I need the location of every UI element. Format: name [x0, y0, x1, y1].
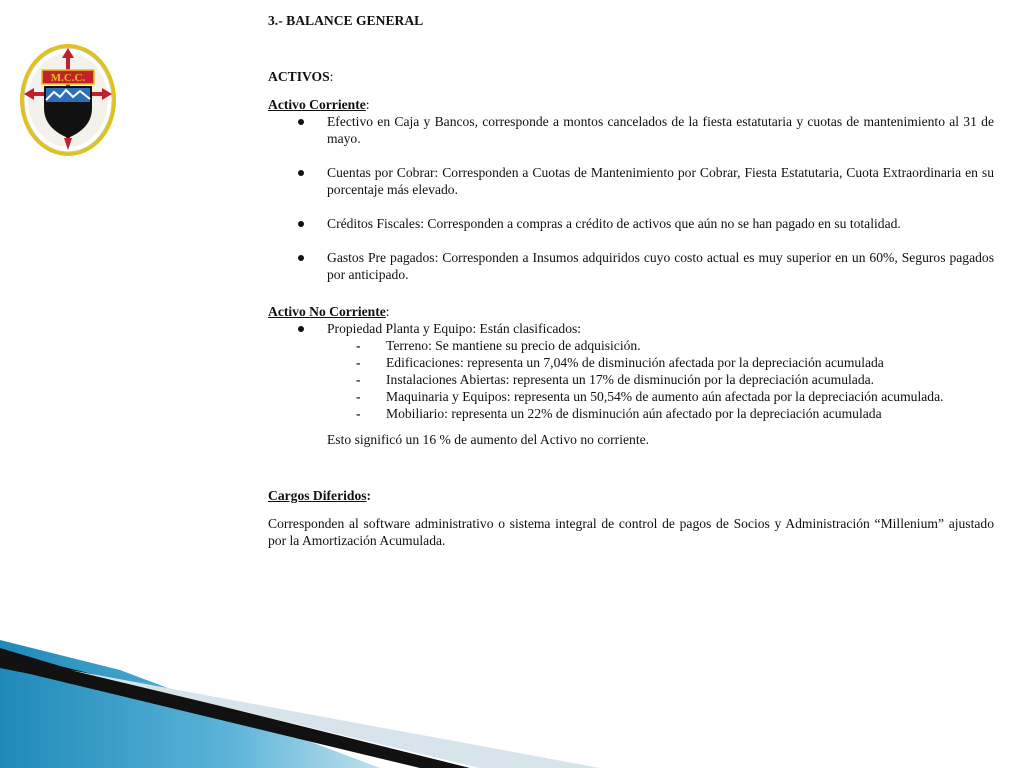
list-item: - Mobiliario: representa un 22% de disminución aún afectado por la depreciación acumulada: [356, 406, 882, 421]
activo-no-corriente-summary: Esto significó un 16 % de aumento del Activo no corriente.: [327, 432, 650, 447]
decorative-swoosh: [0, 640, 620, 768]
list-item: Gastos Pre pagados: Corresponden a Insumos adquiridos cuyo costo actual es muy superior en un 60%, Seguros pagados por anticipado.: [268, 249, 994, 283]
list-item: - Instalaciones Abiertas: representa un 17% de disminución por la depreciación acumulada.: [356, 372, 875, 387]
activo-corriente-list: [268, 113, 994, 283]
dash-icon: -: [356, 372, 361, 387]
dash-icon: -: [356, 338, 361, 353]
list-item: - Terreno: Se mantiene su precio de adquisición.: [356, 338, 641, 353]
list-item: - Maquinaria y Equipos: representa un 50,54% de aumento aún afectada por la depreciación acumulada.: [356, 389, 944, 404]
propiedad-subitems: [268, 337, 994, 422]
list-item: Efectivo en Caja y Bancos, corresponde a montos cancelados de la fiesta estatutaria y cuotas de mantenimiento al 31 de mayo.: [268, 113, 994, 147]
list-item: Propiedad Planta y Equipo: Están clasificados:: [268, 320, 994, 337]
bullet-icon: [298, 170, 304, 176]
activo-no-corriente-list: [268, 320, 994, 337]
list-item: Créditos Fiscales: Corresponden a compras a crédito de activos que aún no se han pagado en su totalidad.: [268, 215, 994, 232]
logo-text: M.C.C.: [50, 72, 86, 84]
dash-icon: -: [356, 355, 361, 370]
list-item: - Edificaciones: representa un 7,04% de disminución afectada por la depreciación acumulada: [356, 355, 884, 370]
club-logo: [18, 42, 118, 158]
bullet-icon: [298, 221, 304, 227]
document-body: [268, 12, 994, 549]
bullet-icon: [298, 255, 304, 261]
activo-no-corriente-heading: Activo No Corriente:: [268, 304, 390, 319]
cargos-diferidos-text: Corresponden al software administrativo o sistema integral de control de pagos de Socios y Administración “Millenium” ajustado por la Amortización Acumulada.: [268, 516, 994, 548]
bullet-icon: [298, 119, 304, 125]
list-item: Cuentas por Cobrar: Corresponden a Cuotas de Mantenimiento por Cobrar, Fiesta Estatutaria, Cuota Extraordinaria en su porcentaje más elevado.: [268, 164, 994, 198]
page-title: 3.- BALANCE GENERAL: [268, 13, 424, 28]
dash-icon: -: [356, 389, 361, 404]
activos-heading: ACTIVOS:: [268, 69, 334, 84]
cargos-diferidos-heading: Cargos Diferidos:: [268, 488, 372, 503]
dash-icon: -: [356, 406, 361, 421]
bullet-icon: [298, 326, 304, 332]
activo-corriente-heading: Activo Corriente:: [268, 97, 370, 112]
